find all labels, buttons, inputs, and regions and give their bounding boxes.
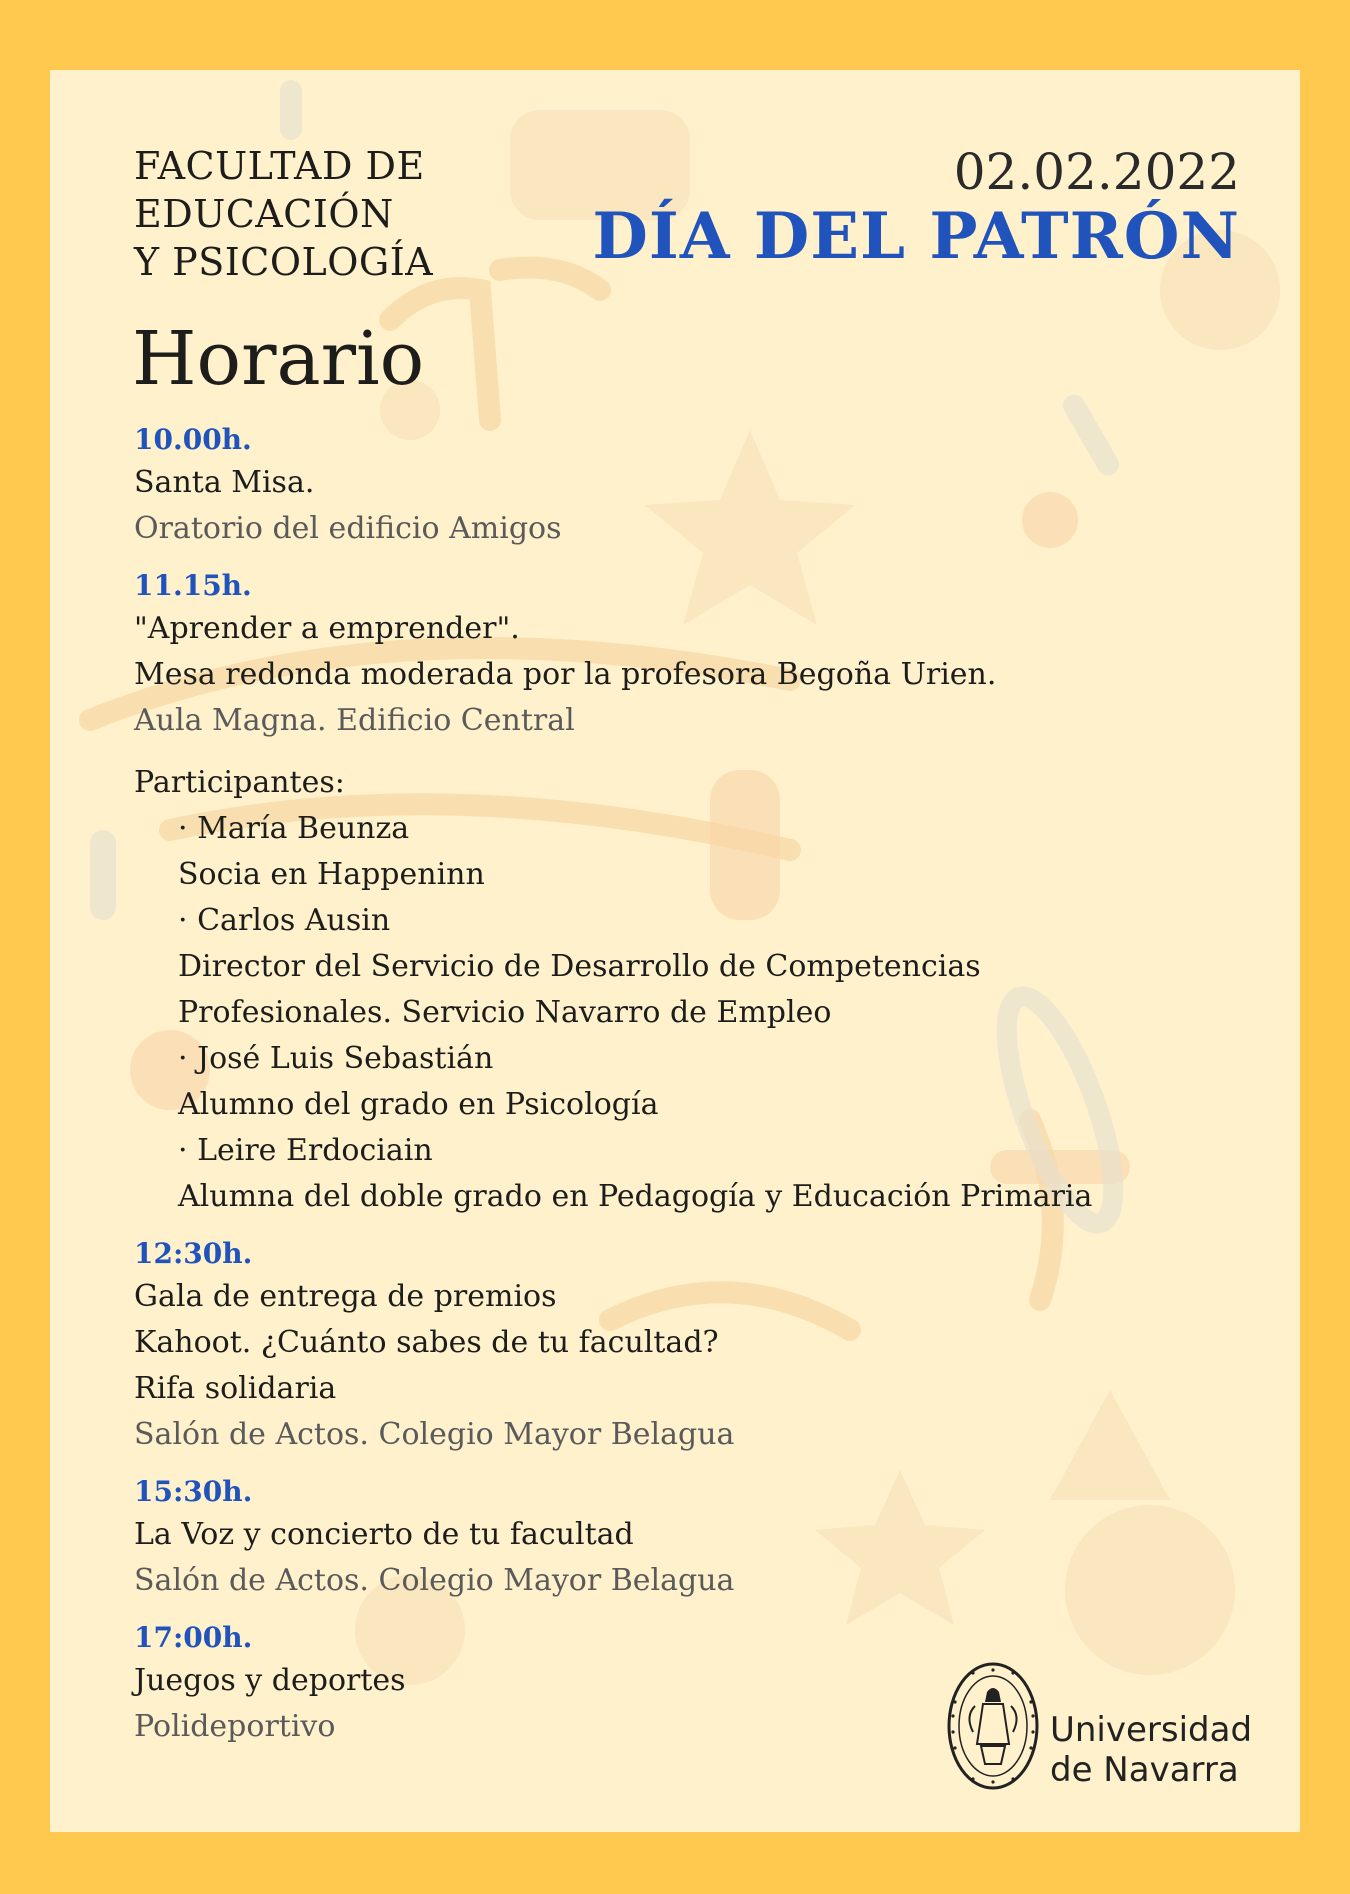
participants-list	[134, 806, 1214, 1220]
event-description: Gala de entrega de premios	[134, 1279, 557, 1314]
headline: DÍA DEL PATRÓN	[592, 199, 1240, 274]
schedule-item	[134, 420, 1214, 552]
event-location: Polideportivo	[134, 1709, 336, 1744]
participant-role: Alumna del doble grado en Pedagogía y Educación Primaria	[178, 1179, 1093, 1214]
university-logo-text	[1050, 1710, 1252, 1790]
participant-name: · María Beunza	[178, 811, 410, 846]
schedule-item	[134, 1234, 1214, 1458]
schedule-item	[134, 566, 1214, 1220]
event-time: 15:30h.	[134, 1475, 253, 1508]
participant-name: · Carlos Ausin	[178, 903, 391, 938]
event-time: 10.00h.	[134, 423, 252, 456]
poster-panel	[50, 70, 1300, 1832]
schedule-item	[134, 1472, 1214, 1604]
event-description: La Voz y concierto de tu facultad	[134, 1517, 634, 1552]
faculty-name	[134, 142, 433, 286]
event-date: 02.02.2022	[953, 143, 1240, 201]
faculty-line: Y PSICOLOGÍA	[134, 240, 434, 284]
event-description: "Aprender a emprender".	[134, 611, 520, 646]
event-description: Rifa solidaria	[134, 1371, 337, 1406]
event-time: 11.15h.	[134, 569, 252, 602]
participant-role: Profesionales. Servicio Navarro de Empleo	[178, 995, 832, 1030]
logo-line: Universidad	[1050, 1710, 1253, 1750]
faculty-line: EDUCACIÓN	[134, 192, 394, 236]
event-time: 17:00h.	[134, 1621, 253, 1654]
logo-line: de Navarra	[1050, 1750, 1239, 1790]
event-time: 12:30h.	[134, 1237, 253, 1270]
participant-name: · José Luis Sebastián	[178, 1041, 494, 1076]
event-location: Oratorio del edificio Amigos	[134, 511, 562, 546]
participant-role: Director del Servicio de Desarrollo de Competencias	[178, 949, 981, 984]
participant-name: · Leire Erdociain	[178, 1133, 433, 1168]
participants-heading: Participantes:	[134, 765, 345, 800]
event-location: Aula Magna. Edificio Central	[134, 703, 575, 738]
section-title: Horario	[132, 316, 425, 402]
event-description: Mesa redonda moderada por la profesora Begoña Urien.	[134, 657, 997, 692]
event-description: Kahoot. ¿Cuánto sabes de tu facultad?	[134, 1325, 719, 1360]
event-description: Juegos y deportes	[134, 1663, 406, 1698]
participant-role: Alumno del grado en Psicología	[178, 1087, 659, 1122]
event-location: Salón de Actos. Colegio Mayor Belagua	[134, 1417, 735, 1452]
event-description: Santa Misa.	[134, 465, 315, 500]
participant-role: Socia en Happeninn	[178, 857, 485, 892]
event-location: Salón de Actos. Colegio Mayor Belagua	[134, 1563, 735, 1598]
schedule	[134, 420, 1214, 1764]
faculty-line: FACULTAD DE	[134, 144, 425, 188]
